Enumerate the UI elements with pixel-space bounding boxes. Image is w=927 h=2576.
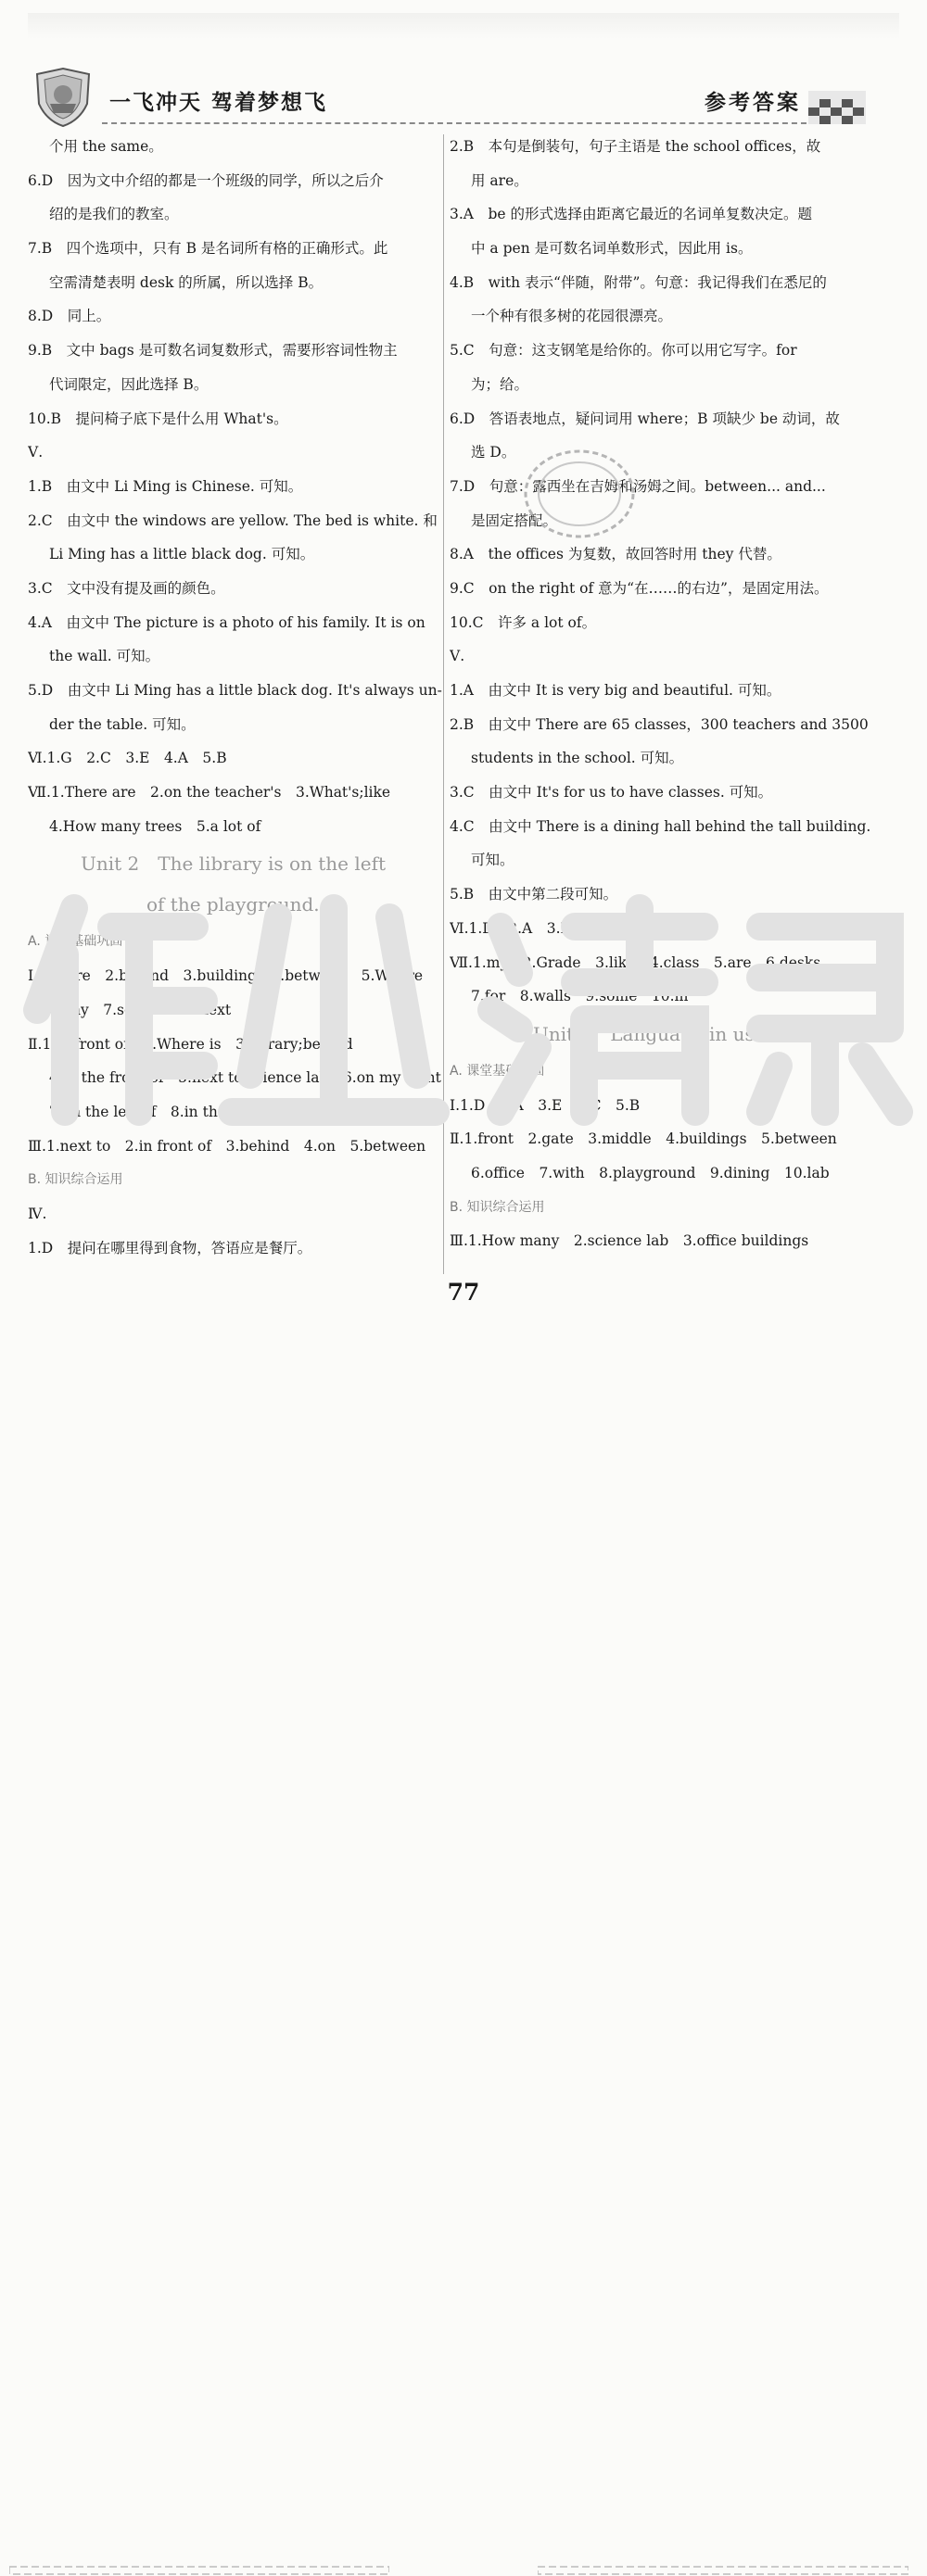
school-crest-icon (32, 67, 95, 128)
answer-line: Ⅲ.1.next to 2.in front of 3.behind 4.on 5.between (28, 1137, 426, 1155)
answer-line: Ⅵ.1.D 2.A 3.F 4.B 5.E (450, 919, 648, 937)
answer-line: 4.How many trees 5.a lot of (49, 817, 261, 835)
answer-line: 7.B 四个选项中，只有 B 是名词所有格的正确形式。此 (28, 240, 388, 258)
answer-line: Ⅵ.1.G 2.C 3.E 4.A 5.B (28, 750, 227, 767)
answer-line: 4.in the front of 5.next to;science lab 6.on my right (49, 1069, 441, 1087)
unit2-title-line2: of the playground. (146, 893, 320, 916)
left-answer-list-2 (28, 925, 451, 1265)
answer-line: 选 D。 (471, 444, 516, 461)
answer-line: 8.A the offices 为复数，故回答时用 they 代替。 (450, 546, 781, 563)
answer-line: 用 are。 (471, 171, 528, 189)
answer-line: Ⅰ.1.there 2.behind 3.building 4.between 5.Where (28, 967, 424, 985)
right-answer-list (450, 130, 872, 1014)
answer-line: 3.A be 的形式选择由距离它最近的名词单复数决定。题 (450, 206, 813, 223)
left-answer-list (28, 130, 451, 843)
answer-line: 5.D 由文中 Li Ming has a little black dog. It's always un- (28, 682, 442, 699)
answer-line: 中 a pen 是可数名词单数形式，因此用 is。 (471, 240, 753, 258)
right-answer-list-2 (450, 1054, 872, 1258)
answer-line: 空需清楚表明 desk 的所属，所以选择 B。 (49, 273, 324, 291)
unit2-title-line1: Unit 2 The library is on the left (81, 852, 387, 876)
answer-line: 1.D 提问在哪里得到食物，答语应是餐厅。 (28, 1239, 312, 1256)
answer-line: 1.A 由文中 It is very big and beautiful. 可知。 (450, 682, 781, 699)
answer-line: 代词限定，因此选择 B。 (49, 375, 209, 393)
answer-line: 6.office 7.with 8.playground 9.dining 10.lab (471, 1164, 830, 1181)
answer-line: 7.on the left of 8.in the middle (49, 1103, 281, 1120)
answer-line: 1.B 由文中 Li Ming is Chinese. 可知。 (28, 477, 303, 495)
answer-line: 绍的是我们的教室。 (49, 206, 179, 223)
answer-line: 7.for 8.walls 9.some 10.in (471, 988, 689, 1005)
page-number: 77 (447, 1279, 480, 1306)
answer-line: 2.B 本句是倒装句，句子主语是 the school offices，故 (450, 138, 821, 155)
answer-line: 4.B with 表示“伴随，附带”。句意：我记得我们在悉尼的 (450, 273, 827, 291)
answer-line: the wall. 可知。 (49, 648, 160, 665)
answer-line: 5.C 句意：这支钢笔是给你的。你可以用它写字。for (450, 342, 797, 360)
section-heading: A. 课堂基础巩固 (28, 934, 123, 950)
answer-line: 10.B 提问椅子底下是什么用 What's。 (28, 410, 288, 427)
answer-line: 10.C 许多 a lot of。 (450, 613, 597, 631)
footer-border-left-icon (9, 2565, 389, 2576)
answer-line: 一个种有很多树的花园很漂亮。 (471, 308, 673, 325)
footer-border-right-icon (538, 2565, 908, 2576)
answer-line: 可知。 (471, 852, 514, 869)
left-column (28, 130, 451, 1265)
answer-line: 5.B 由文中第二段可知。 (450, 886, 618, 903)
answer-line: Ⅴ. (28, 444, 44, 461)
unit3-title: Unit 3 Language in use (533, 1022, 766, 1045)
answer-line: students in the school. 可知。 (471, 750, 684, 767)
answer-line: Ⅶ.1.my 2.Grade 3.like 4.class 5.are 6.desks (450, 953, 821, 971)
answer-line: 6.D 因为文中介绍的都是一个班级的同学，所以之后介 (28, 171, 384, 189)
answer-line: 4.C 由文中 There is a dining hall behind the tall building. (450, 817, 871, 835)
answer-line: 2.B 由文中 There are 65 classes，300 teachers and 3500 (450, 715, 869, 733)
section-heading: B. 知识综合运用 (28, 1172, 123, 1188)
answer-line: der the table. 可知。 (49, 715, 196, 733)
answer-line: 9.B 文中 bags 是可数名词复数形式，需要形容词性物主 (28, 342, 398, 360)
answer-line: 为；给。 (471, 375, 529, 393)
section-heading: B. 知识综合运用 (450, 1199, 545, 1215)
header-slogan: 一飞冲天 驾着梦想飞 (109, 91, 328, 115)
header-band (28, 13, 899, 39)
right-column (450, 130, 872, 1258)
section-heading: A. 课堂基础巩固 (450, 1063, 545, 1079)
answer-line: 3.C 文中没有提及画的颜色。 (28, 579, 225, 597)
answer-line: 4.A 由文中 The picture is a photo of his family. It is on (28, 613, 425, 631)
answer-line: 7.D 句意：露西坐在吉姆和汤姆之间。between... and... (450, 477, 826, 495)
answer-line: 6.any 7.science 8.next (49, 1001, 232, 1018)
answer-line: 6.D 答语表地点，疑问词用 where；B 项缺少 be 动词，故 (450, 410, 840, 427)
answer-line: Ⅶ.1.There are 2.on the teacher's 3.What's;like (28, 784, 391, 802)
answer-line: Ⅱ.1.front 2.gate 3.middle 4.buildings 5.between (450, 1130, 837, 1148)
answer-line: Ⅰ.1.D 2.A 3.E 4.C 5.B (450, 1096, 641, 1114)
answer-line: Ⅲ.1.How many 2.science lab 3.office buildings (450, 1232, 809, 1250)
answer-line: Ⅳ. (28, 1205, 47, 1222)
header-rule (102, 122, 806, 124)
answer-line: 2.C 由文中 the windows are yellow. The bed is white. 和 (28, 511, 438, 529)
answer-line: Ⅴ. (450, 648, 465, 665)
page-header (0, 0, 927, 134)
answer-line: 8.D 同上。 (28, 308, 111, 325)
answer-line: Li Ming has a little black dog. 可知。 (49, 546, 315, 563)
answer-line: 是固定搭配。 (471, 511, 558, 529)
answer-line: 3.C 由文中 It's for us to have classes. 可知。 (450, 784, 773, 802)
answer-line: 9.C on the right of 意为“在……的右边”，是固定用法。 (450, 579, 829, 597)
approval-stamp-icon (519, 443, 640, 545)
header-title: 参考答案 (705, 91, 801, 115)
answer-line: 个用 the same。 (49, 138, 163, 155)
checker-decoration-icon (808, 91, 866, 124)
answer-line: Ⅱ.1.in front of 2.Where is 3.library;behind (28, 1035, 353, 1053)
